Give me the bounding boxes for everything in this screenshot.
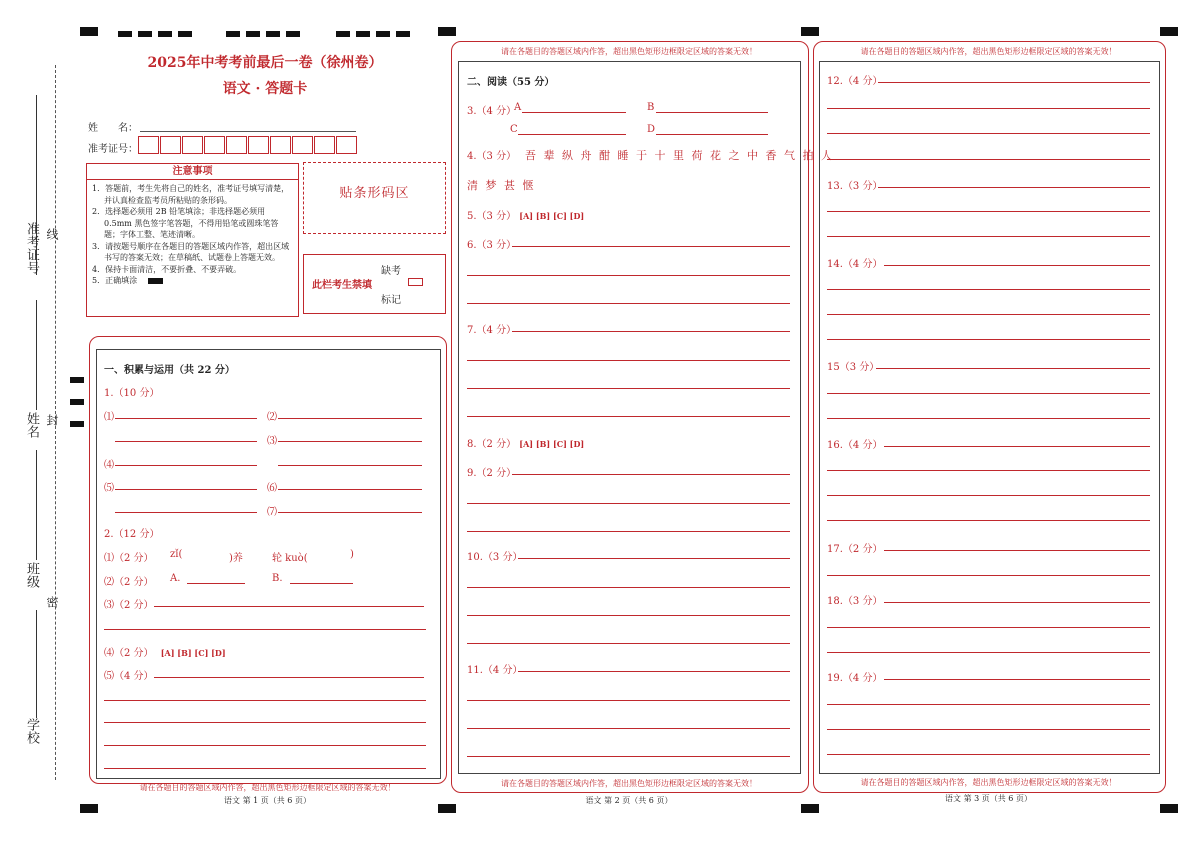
q19-line[interactable] bbox=[884, 679, 1150, 680]
notice-item: 3．请按题号顺序在各题目的答题区域内作答，超出区域书写的答案无效；在草稿纸、试题卷上答题无效。 bbox=[92, 241, 290, 262]
q13-line[interactable] bbox=[827, 211, 1150, 212]
q2-2-b-label: B. bbox=[272, 573, 283, 584]
exam-id-box[interactable] bbox=[270, 136, 291, 154]
q6-line[interactable] bbox=[512, 246, 790, 247]
q2-3-line[interactable] bbox=[154, 606, 424, 607]
q10-line[interactable] bbox=[467, 587, 790, 588]
binding-line-label: 线 bbox=[45, 228, 59, 240]
q10-label: 10.（3 分） bbox=[467, 552, 523, 563]
answer-warning-1: 请在各题目的答题区域内作答，超出黑色矩形边框限定区域的答案无效！ bbox=[139, 783, 396, 792]
answer-warning-2-bottom: 请在各题目的答题区域内作答，超出黑色矩形边框限定区域的答案无效！ bbox=[501, 779, 757, 788]
q4-label: 4.（3 分） bbox=[467, 151, 517, 162]
q18-label: 18.（3 分） bbox=[827, 596, 883, 607]
absent-box bbox=[303, 254, 446, 314]
exam-id-box[interactable] bbox=[336, 136, 357, 154]
timing-mark bbox=[70, 399, 84, 405]
q2-2-a-field[interactable] bbox=[187, 583, 245, 584]
q15-line[interactable] bbox=[827, 418, 1150, 419]
q11-line[interactable] bbox=[467, 700, 790, 701]
q1-label: 1.（10 分） bbox=[104, 388, 160, 399]
answer-warning-3-bottom: 请在各题目的答题区域内作答，超出黑色矩形边框限定区域的答案无效！ bbox=[860, 778, 1117, 787]
exam-id-box[interactable] bbox=[160, 136, 181, 154]
binding-id-label: 准考证号 bbox=[24, 222, 39, 274]
binding-secret-label: 密 bbox=[45, 596, 59, 608]
q2-5-line[interactable] bbox=[154, 677, 424, 678]
q1-blank-5-label: ⑸ bbox=[104, 483, 114, 494]
q2-2-label: ⑵（2 分） bbox=[104, 577, 154, 588]
q1-blank-2b[interactable] bbox=[115, 441, 257, 442]
q18-line[interactable] bbox=[827, 627, 1150, 628]
exam-id-label: 准考证号： bbox=[88, 144, 138, 155]
filled-example-mark bbox=[148, 278, 163, 284]
q5-label bbox=[467, 207, 584, 222]
q14-line[interactable] bbox=[827, 289, 1150, 290]
q2-1-pinyin-b: )养 bbox=[229, 553, 243, 564]
q4-sentence-2[interactable]: 清 梦 甚 惬 bbox=[467, 179, 536, 192]
q2-label: 2.（12 分） bbox=[104, 529, 160, 540]
q19-line[interactable] bbox=[827, 754, 1150, 755]
q9-line[interactable] bbox=[512, 474, 790, 475]
q2-4-label bbox=[104, 644, 226, 659]
q12-line[interactable] bbox=[878, 82, 1150, 83]
q6-label: 6.（3 分） bbox=[467, 240, 517, 251]
q18-line[interactable] bbox=[884, 602, 1150, 603]
exam-id-box[interactable] bbox=[204, 136, 225, 154]
absent-mark-label-1: 缺考 bbox=[381, 266, 401, 277]
exam-id-box[interactable] bbox=[182, 136, 203, 154]
binding-class-underline bbox=[36, 450, 37, 560]
q11-line[interactable] bbox=[518, 671, 790, 672]
exam-id-box[interactable] bbox=[292, 136, 313, 154]
q16-line[interactable] bbox=[827, 520, 1150, 521]
q6-line[interactable] bbox=[467, 275, 790, 276]
q1-blank-1-label: ⑴ bbox=[104, 412, 114, 423]
q1-blank-3[interactable] bbox=[278, 441, 422, 442]
q17-line[interactable] bbox=[884, 550, 1150, 551]
q7-label: 7.（4 分） bbox=[467, 325, 517, 336]
q3-a-label: A bbox=[514, 102, 522, 113]
q2-1-pinyin-c: 轮 kuò( bbox=[272, 553, 308, 564]
timing-mark bbox=[70, 421, 84, 427]
q14-line[interactable] bbox=[827, 314, 1150, 315]
q8-label bbox=[467, 435, 584, 450]
page-subtitle: 语文 · 答题卡 bbox=[222, 81, 308, 97]
q1-blank-1[interactable] bbox=[115, 418, 257, 419]
q1-blank-6[interactable] bbox=[278, 489, 422, 490]
q11-line[interactable] bbox=[467, 728, 790, 729]
q7-line[interactable] bbox=[467, 360, 790, 361]
timing-mark bbox=[1160, 27, 1178, 36]
q1-blank-3-label: ⑶ bbox=[267, 436, 277, 447]
q12-line[interactable] bbox=[827, 133, 1150, 134]
q3-d-field[interactable] bbox=[656, 134, 768, 135]
q2-3-label: ⑶（2 分） bbox=[104, 600, 154, 611]
q2-1-pinyin-d: ) bbox=[350, 549, 354, 560]
q2-2-a-label: A. bbox=[170, 573, 181, 584]
q1-blank-5[interactable] bbox=[115, 489, 257, 490]
timing-mark bbox=[138, 31, 152, 37]
q2-1-pinyin-a: zǐ( bbox=[170, 549, 183, 560]
timing-mark bbox=[226, 31, 240, 37]
q15-line[interactable] bbox=[876, 368, 1150, 369]
q8-options[interactable]: [A] [B] [C] [D] bbox=[519, 439, 585, 449]
q1-blank-7-label: ⑺ bbox=[267, 507, 277, 518]
q2-5-line[interactable] bbox=[104, 768, 426, 769]
binding-class-label: 班级 bbox=[24, 562, 39, 588]
q3-d-label: D bbox=[647, 124, 656, 135]
q14-line[interactable] bbox=[884, 265, 1150, 266]
q7-line[interactable] bbox=[512, 331, 790, 332]
timing-mark bbox=[286, 31, 300, 37]
absent-mark-label-2: 标记 bbox=[381, 295, 401, 306]
page-title: 2025年中考考前最后一卷（徐州卷） bbox=[147, 55, 383, 71]
q6-line[interactable] bbox=[467, 303, 790, 304]
page-footer-3: 语文 第 3 页（共 6 页） bbox=[945, 794, 1032, 803]
q15-line[interactable] bbox=[827, 393, 1150, 394]
notice-item: 4．保持卡面清洁，不要折叠、不要弄破。 bbox=[92, 264, 242, 274]
notice-item: 1．答题前，考生先将自己的姓名，准考证号填写清楚，并认真检查监考员所粘贴的条形码。 bbox=[92, 184, 290, 205]
q12-line[interactable] bbox=[827, 159, 1150, 160]
q3-c-label: C bbox=[510, 124, 518, 135]
q19-line[interactable] bbox=[827, 704, 1150, 705]
q16-line[interactable] bbox=[884, 446, 1150, 447]
notice-title: 注意事项 bbox=[87, 164, 298, 180]
q5-options[interactable]: [A] [B] [C] [D] bbox=[519, 211, 585, 221]
q13-line[interactable] bbox=[878, 187, 1150, 188]
q1-blank-6b[interactable] bbox=[115, 512, 257, 513]
q8-label-text: 8.（2 分） bbox=[467, 439, 517, 450]
q7-line[interactable] bbox=[467, 388, 790, 389]
timing-mark bbox=[336, 31, 350, 37]
binding-name-underline bbox=[36, 300, 37, 410]
timing-mark bbox=[1160, 804, 1178, 813]
q2-5-label: ⑸（4 分） bbox=[104, 671, 154, 682]
exam-id-box[interactable] bbox=[226, 136, 247, 154]
q1-blank-2-label: ⑵ bbox=[267, 412, 277, 423]
timing-mark bbox=[356, 31, 370, 37]
section2-title: 二、阅读（55 分） bbox=[467, 77, 555, 88]
q12-label: 12.（4 分） bbox=[827, 76, 883, 87]
name-label: 姓 名： bbox=[88, 123, 138, 134]
absent-forbid-label: 此栏考生禁填 bbox=[312, 280, 372, 291]
q9-line[interactable] bbox=[467, 531, 790, 532]
q16-line[interactable] bbox=[827, 470, 1150, 471]
section1-title: 一、积累与运用（共 22 分） bbox=[104, 365, 235, 376]
timing-mark bbox=[158, 31, 172, 37]
q1-blank-2[interactable] bbox=[278, 418, 422, 419]
q19-line[interactable] bbox=[827, 729, 1150, 730]
q19-label: 19.（4 分） bbox=[827, 673, 883, 684]
page-footer-2: 语文 第 2 页（共 6 页） bbox=[585, 796, 673, 805]
q1-blank-4b[interactable] bbox=[278, 465, 422, 466]
q2-5-line[interactable] bbox=[104, 745, 426, 746]
q11-label: 11.（4 分） bbox=[467, 665, 523, 676]
q3-b-field[interactable] bbox=[656, 112, 768, 113]
q1-blank-7[interactable] bbox=[278, 512, 422, 513]
timing-mark bbox=[80, 27, 98, 36]
q4-sentence-1[interactable]: 吾 辈 纵 舟 酣 睡 于 十 里 荷 花 之 中 香 气 拍 人 bbox=[525, 149, 834, 162]
barcode-label: 贴条形码区 bbox=[339, 186, 410, 201]
notice-item: 5．正确填涂 bbox=[92, 276, 138, 285]
exam-id-box[interactable] bbox=[314, 136, 335, 154]
answer-warning-3-top: 请在各题目的答题区域内作答，超出黑色矩形边框限定区域的答案无效！ bbox=[860, 47, 1117, 56]
timing-mark bbox=[118, 31, 132, 37]
q3-b-label: B bbox=[647, 102, 655, 113]
binding-seal-label: 封 bbox=[45, 414, 59, 426]
q1-blank-4-label: ⑷ bbox=[104, 460, 114, 471]
timing-mark bbox=[438, 27, 456, 36]
binding-name-label: 姓名 bbox=[24, 412, 39, 438]
name-field[interactable] bbox=[140, 131, 356, 132]
timing-mark bbox=[246, 31, 260, 37]
q10-line[interactable] bbox=[467, 615, 790, 616]
q17-label: 17.（2 分） bbox=[827, 544, 883, 555]
q16-line[interactable] bbox=[827, 495, 1150, 496]
q14-label: 14.（4 分） bbox=[827, 259, 883, 270]
binding-school-label: 学校 bbox=[24, 718, 39, 744]
q17-line[interactable] bbox=[827, 575, 1150, 576]
notice-item: 2．选择题必须用 2B 铅笔填涂；非选择题必须用 0.5mm 黑色签字笔答题，不得用铅笔或圆珠笔答题；字体工整、笔迹清晰。 bbox=[92, 207, 279, 239]
q2-4-label-text: ⑷（2 分） bbox=[104, 648, 154, 659]
absent-mark-box[interactable] bbox=[408, 278, 423, 286]
q11-line[interactable] bbox=[467, 756, 790, 757]
q5-label-text: 5.（3 分） bbox=[467, 211, 517, 222]
q10-line[interactable] bbox=[518, 558, 790, 559]
q13-line[interactable] bbox=[827, 236, 1150, 237]
q2-5-line[interactable] bbox=[104, 700, 426, 701]
timing-mark bbox=[376, 31, 390, 37]
q3-a-field[interactable] bbox=[522, 112, 626, 113]
barcode-area bbox=[303, 162, 446, 234]
timing-mark bbox=[801, 27, 819, 36]
q2-5-line[interactable] bbox=[104, 722, 426, 723]
notice-box bbox=[86, 163, 299, 317]
q12-line[interactable] bbox=[827, 108, 1150, 109]
timing-mark bbox=[178, 31, 192, 37]
q9-label: 9.（2 分） bbox=[467, 468, 517, 479]
q7-line[interactable] bbox=[467, 416, 790, 417]
q14-line[interactable] bbox=[827, 339, 1150, 340]
q2-2-b-field[interactable] bbox=[290, 583, 353, 584]
timing-mark bbox=[396, 31, 410, 37]
q15-label: 15（3 分） bbox=[827, 362, 880, 373]
q13-label: 13.（3 分） bbox=[827, 181, 883, 192]
q18-line[interactable] bbox=[827, 652, 1150, 653]
q3-c-field[interactable] bbox=[518, 134, 626, 135]
q16-label: 16.（4 分） bbox=[827, 440, 883, 451]
q2-1-label: ⑴（2 分） bbox=[104, 553, 154, 564]
exam-id-box[interactable] bbox=[248, 136, 269, 154]
q1-blank-4[interactable] bbox=[115, 465, 257, 466]
timing-mark bbox=[70, 377, 84, 383]
q1-blank-6-label: ⑹ bbox=[267, 483, 277, 494]
exam-id-box[interactable] bbox=[138, 136, 159, 154]
q10-line[interactable] bbox=[467, 643, 790, 644]
binding-school-underline bbox=[36, 610, 37, 718]
q2-3-line[interactable] bbox=[104, 629, 426, 630]
page-footer-1: 语文 第 1 页（共 6 页） bbox=[224, 796, 311, 805]
answer-warning-2-top: 请在各题目的答题区域内作答，超出黑色矩形边框限定区域的答案无效！ bbox=[501, 47, 757, 56]
timing-mark bbox=[266, 31, 280, 37]
q2-4-options[interactable]: [A] [B] [C] [D] bbox=[160, 648, 226, 658]
q9-line[interactable] bbox=[467, 503, 790, 504]
q3-label: 3.（4 分） bbox=[467, 106, 517, 117]
